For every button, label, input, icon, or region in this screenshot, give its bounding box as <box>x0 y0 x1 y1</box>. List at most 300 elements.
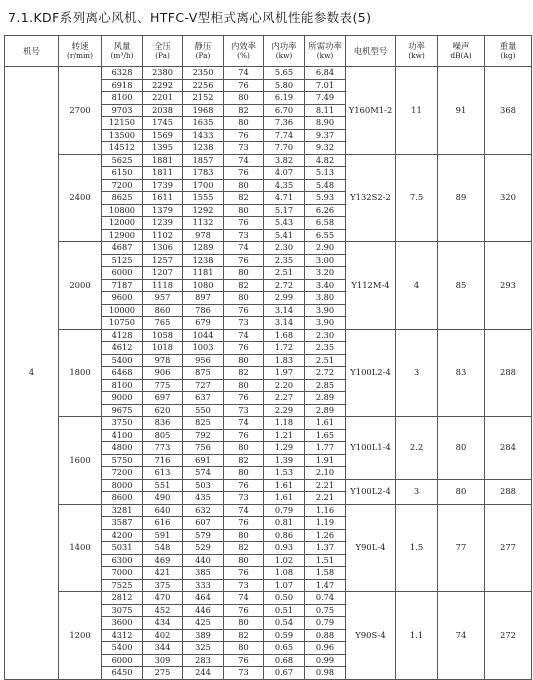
static-pressure-cell: 1132 <box>183 217 224 230</box>
header-row <box>5 36 532 67</box>
column-header <box>346 36 396 67</box>
total-pressure-cell: 2201 <box>143 92 183 105</box>
static-pressure-cell: 825 <box>183 417 224 430</box>
internal-efficiency-cell: 76 <box>224 654 264 667</box>
column-header <box>102 36 143 67</box>
column-header <box>224 36 264 67</box>
weight-cell: 288 <box>485 479 532 504</box>
static-pressure-cell: 1238 <box>183 142 224 155</box>
noise-cell: 80 <box>438 479 485 504</box>
internal-power-cell: 4.35 <box>264 179 305 192</box>
required-power-cell: 2.72 <box>305 367 346 380</box>
weight-cell: 288 <box>485 329 532 417</box>
required-power-cell: 0.75 <box>305 604 346 617</box>
airflow-cell: 3281 <box>102 504 143 517</box>
total-pressure-cell: 1395 <box>143 142 183 155</box>
required-power-cell: 0.74 <box>305 592 346 605</box>
internal-efficiency-cell: 76 <box>224 479 264 492</box>
table-row <box>5 242 532 255</box>
internal-power-cell: 3.82 <box>264 154 305 167</box>
internal-efficiency-cell: 82 <box>224 454 264 467</box>
noise-cell: 77 <box>438 504 485 592</box>
static-pressure-cell: 2350 <box>183 67 224 80</box>
internal-efficiency-cell: 76 <box>224 392 264 405</box>
total-pressure-cell: 551 <box>143 479 183 492</box>
static-pressure-cell: 464 <box>183 592 224 605</box>
internal-efficiency-cell: 74 <box>224 417 264 430</box>
internal-efficiency-cell: 73 <box>224 142 264 155</box>
internal-efficiency-cell: 74 <box>224 329 264 342</box>
motor-power-cell: 3 <box>396 479 438 504</box>
column-header-unit: (kg) <box>500 51 516 60</box>
required-power-cell: 1.91 <box>305 454 346 467</box>
column-header-name: 所需功率 <box>308 41 342 51</box>
static-pressure-cell: 2152 <box>183 92 224 105</box>
column-header-name: 功率 <box>408 41 425 51</box>
total-pressure-cell: 1207 <box>143 267 183 280</box>
motor-model-cell: Y90L-4 <box>346 504 396 592</box>
airflow-cell: 7200 <box>102 179 143 192</box>
motor-model-cell: Y100L1-4 <box>346 417 396 480</box>
static-pressure-cell: 1181 <box>183 267 224 280</box>
internal-efficiency-cell: 73 <box>224 667 264 680</box>
airflow-cell: 10000 <box>102 304 143 317</box>
internal-efficiency-cell: 80 <box>224 467 264 480</box>
airflow-cell: 6450 <box>102 667 143 680</box>
static-pressure-cell: 389 <box>183 629 224 642</box>
static-pressure-cell: 446 <box>183 604 224 617</box>
total-pressure-cell: 309 <box>143 654 183 667</box>
airflow-cell: 10750 <box>102 317 143 330</box>
internal-efficiency-cell: 74 <box>224 242 264 255</box>
internal-power-cell: 1.08 <box>264 567 305 580</box>
static-pressure-cell: 1635 <box>183 117 224 130</box>
airflow-cell: 13500 <box>102 129 143 142</box>
total-pressure-cell: 275 <box>143 667 183 680</box>
required-power-cell: 0.99 <box>305 654 346 667</box>
internal-power-cell: 6.70 <box>264 104 305 117</box>
weight-cell: 277 <box>485 504 532 592</box>
internal-efficiency-cell: 73 <box>224 404 264 417</box>
required-power-cell: 1.65 <box>305 429 346 442</box>
airflow-cell: 9600 <box>102 292 143 305</box>
airflow-cell: 3587 <box>102 517 143 530</box>
required-power-cell: 9.32 <box>305 142 346 155</box>
airflow-cell: 7525 <box>102 579 143 592</box>
noise-cell: 83 <box>438 329 485 417</box>
airflow-cell: 3600 <box>102 617 143 630</box>
required-power-cell: 1.16 <box>305 504 346 517</box>
airflow-cell: 4687 <box>102 242 143 255</box>
internal-efficiency-cell: 73 <box>224 579 264 592</box>
static-pressure-cell: 2256 <box>183 79 224 92</box>
internal-efficiency-cell: 80 <box>224 442 264 455</box>
internal-power-cell: 5.41 <box>264 229 305 242</box>
internal-power-cell: 0.50 <box>264 592 305 605</box>
column-header <box>143 36 183 67</box>
total-pressure-cell: 2038 <box>143 104 183 117</box>
total-pressure-cell: 716 <box>143 454 183 467</box>
total-pressure-cell: 805 <box>143 429 183 442</box>
static-pressure-cell: 1292 <box>183 204 224 217</box>
airflow-cell: 4800 <box>102 442 143 455</box>
total-pressure-cell: 836 <box>143 417 183 430</box>
total-pressure-cell: 860 <box>143 304 183 317</box>
airflow-cell: 4128 <box>102 329 143 342</box>
required-power-cell: 2.21 <box>305 479 346 492</box>
required-power-cell: 1.19 <box>305 517 346 530</box>
weight-cell: 293 <box>485 242 532 330</box>
required-power-cell: 3.80 <box>305 292 346 305</box>
internal-power-cell: 7.74 <box>264 129 305 142</box>
required-power-cell: 3.90 <box>305 304 346 317</box>
airflow-cell: 4100 <box>102 429 143 442</box>
internal-power-cell: 1.18 <box>264 417 305 430</box>
airflow-cell: 9703 <box>102 104 143 117</box>
column-header-unit: (m³/h) <box>110 51 134 60</box>
required-power-cell: 7.49 <box>305 92 346 105</box>
total-pressure-cell: 344 <box>143 642 183 655</box>
motor-model-cell: Y90S-4 <box>346 592 396 680</box>
performance-table <box>4 35 532 680</box>
airflow-cell: 12150 <box>102 117 143 130</box>
noise-cell: 89 <box>438 154 485 242</box>
static-pressure-cell: 1238 <box>183 254 224 267</box>
internal-efficiency-cell: 80 <box>224 554 264 567</box>
airflow-cell: 6300 <box>102 554 143 567</box>
internal-power-cell: 0.93 <box>264 542 305 555</box>
internal-power-cell: 5.43 <box>264 217 305 230</box>
total-pressure-cell: 548 <box>143 542 183 555</box>
static-pressure-cell: 607 <box>183 517 224 530</box>
airflow-cell: 6150 <box>102 167 143 180</box>
weight-cell: 272 <box>485 592 532 680</box>
internal-power-cell: 5.65 <box>264 67 305 80</box>
internal-power-cell: 0.59 <box>264 629 305 642</box>
required-power-cell: 4.82 <box>305 154 346 167</box>
motor-power-cell: 2.2 <box>396 417 438 480</box>
airflow-cell: 5125 <box>102 254 143 267</box>
required-power-cell: 0.96 <box>305 642 346 655</box>
internal-power-cell: 2.29 <box>264 404 305 417</box>
airflow-cell: 2812 <box>102 592 143 605</box>
internal-power-cell: 2.35 <box>264 254 305 267</box>
total-pressure-cell: 421 <box>143 567 183 580</box>
total-pressure-cell: 906 <box>143 367 183 380</box>
internal-power-cell: 3.14 <box>264 304 305 317</box>
required-power-cell: 3.00 <box>305 254 346 267</box>
airflow-cell: 8000 <box>102 479 143 492</box>
static-pressure-cell: 1044 <box>183 329 224 342</box>
required-power-cell: 1.26 <box>305 529 346 542</box>
internal-efficiency-cell: 80 <box>224 529 264 542</box>
internal-efficiency-cell: 82 <box>224 192 264 205</box>
internal-power-cell: 2.72 <box>264 279 305 292</box>
required-power-cell: 0.88 <box>305 629 346 642</box>
internal-power-cell: 1.53 <box>264 467 305 480</box>
required-power-cell: 2.90 <box>305 242 346 255</box>
airflow-cell: 7187 <box>102 279 143 292</box>
required-power-cell: 2.85 <box>305 379 346 392</box>
total-pressure-cell: 490 <box>143 492 183 505</box>
internal-efficiency-cell: 73 <box>224 492 264 505</box>
airflow-cell: 14512 <box>102 142 143 155</box>
motor-power-cell: 11 <box>396 67 438 155</box>
speed-cell: 2700 <box>59 67 102 155</box>
airflow-cell: 8625 <box>102 192 143 205</box>
motor-power-cell: 3 <box>396 329 438 417</box>
internal-efficiency-cell: 76 <box>224 604 264 617</box>
noise-cell: 91 <box>438 67 485 155</box>
total-pressure-cell: 469 <box>143 554 183 567</box>
static-pressure-cell: 425 <box>183 617 224 630</box>
static-pressure-cell: 756 <box>183 442 224 455</box>
column-header-unit: (r/min) <box>67 51 93 60</box>
internal-power-cell: 7.70 <box>264 142 305 155</box>
internal-power-cell: 3.14 <box>264 317 305 330</box>
table-body <box>5 67 532 680</box>
internal-power-cell: 1.02 <box>264 554 305 567</box>
column-header-unit: (kw) <box>408 51 425 60</box>
airflow-cell: 3750 <box>102 417 143 430</box>
table-row <box>5 417 532 430</box>
column-header-unit: (kw) <box>316 51 334 60</box>
static-pressure-cell: 792 <box>183 429 224 442</box>
airflow-cell: 9000 <box>102 392 143 405</box>
required-power-cell: 6.84 <box>305 67 346 80</box>
total-pressure-cell: 375 <box>143 579 183 592</box>
speed-cell: 1200 <box>59 592 102 680</box>
internal-power-cell: 2.27 <box>264 392 305 405</box>
internal-power-cell: 2.20 <box>264 379 305 392</box>
column-header <box>183 36 224 67</box>
internal-power-cell: 1.97 <box>264 367 305 380</box>
airflow-cell: 6000 <box>102 267 143 280</box>
required-power-cell: 5.13 <box>305 167 346 180</box>
required-power-cell: 0.98 <box>305 667 346 680</box>
airflow-cell: 8600 <box>102 492 143 505</box>
internal-efficiency-cell: 82 <box>224 104 264 117</box>
total-pressure-cell: 775 <box>143 379 183 392</box>
static-pressure-cell: 632 <box>183 504 224 517</box>
column-header <box>396 36 438 67</box>
total-pressure-cell: 470 <box>143 592 183 605</box>
airflow-cell: 4200 <box>102 529 143 542</box>
required-power-cell: 2.35 <box>305 342 346 355</box>
total-pressure-cell: 1739 <box>143 179 183 192</box>
required-power-cell: 3.90 <box>305 317 346 330</box>
required-power-cell: 6.58 <box>305 217 346 230</box>
static-pressure-cell: 1783 <box>183 167 224 180</box>
internal-power-cell: 1.07 <box>264 579 305 592</box>
static-pressure-cell: 333 <box>183 579 224 592</box>
speed-cell: 2400 <box>59 154 102 242</box>
required-power-cell: 8.90 <box>305 117 346 130</box>
internal-efficiency-cell: 76 <box>224 254 264 267</box>
motor-model-cell: Y100L2-4 <box>346 479 396 504</box>
static-pressure-cell: 574 <box>183 467 224 480</box>
static-pressure-cell: 679 <box>183 317 224 330</box>
internal-efficiency-cell: 82 <box>224 542 264 555</box>
static-pressure-cell: 385 <box>183 567 224 580</box>
column-header <box>5 36 59 67</box>
motor-power-cell: 1.1 <box>396 592 438 680</box>
table-row <box>5 504 532 517</box>
internal-efficiency-cell: 80 <box>224 642 264 655</box>
static-pressure-cell: 1968 <box>183 104 224 117</box>
required-power-cell: 2.89 <box>305 404 346 417</box>
column-header <box>485 36 532 67</box>
internal-power-cell: 4.71 <box>264 192 305 205</box>
static-pressure-cell: 727 <box>183 379 224 392</box>
internal-efficiency-cell: 80 <box>224 354 264 367</box>
required-power-cell: 9.37 <box>305 129 346 142</box>
static-pressure-cell: 440 <box>183 554 224 567</box>
static-pressure-cell: 435 <box>183 492 224 505</box>
airflow-cell: 4612 <box>102 342 143 355</box>
noise-cell: 85 <box>438 242 485 330</box>
total-pressure-cell: 697 <box>143 392 183 405</box>
column-header-unit: dB(A) <box>450 51 472 60</box>
column-header-name: 静压 <box>194 41 212 51</box>
column-header-name: 全压 <box>154 41 171 51</box>
airflow-cell: 10800 <box>102 204 143 217</box>
motor-model-cell: Y132S2-2 <box>346 154 396 242</box>
static-pressure-cell: 1555 <box>183 192 224 205</box>
table-row <box>5 329 532 342</box>
internal-efficiency-cell: 82 <box>224 629 264 642</box>
internal-efficiency-cell: 80 <box>224 92 264 105</box>
airflow-cell: 9675 <box>102 404 143 417</box>
weight-cell: 368 <box>485 67 532 155</box>
internal-power-cell: 1.21 <box>264 429 305 442</box>
total-pressure-cell: 1018 <box>143 342 183 355</box>
airflow-cell: 6918 <box>102 79 143 92</box>
airflow-cell: 3075 <box>102 604 143 617</box>
column-header-name: 重量 <box>499 41 517 51</box>
internal-power-cell: 1.61 <box>264 492 305 505</box>
internal-power-cell: 0.79 <box>264 504 305 517</box>
table-row <box>5 154 532 167</box>
page-title: 7.1.KDF系列离心风机、HTFC-V型柜式离心风机性能参数表(5) <box>8 10 372 25</box>
column-header <box>264 36 305 67</box>
column-header-unit: (%) <box>237 51 250 60</box>
static-pressure-cell: 978 <box>183 229 224 242</box>
airflow-cell: 7000 <box>102 567 143 580</box>
static-pressure-cell: 956 <box>183 354 224 367</box>
internal-power-cell: 0.51 <box>264 604 305 617</box>
total-pressure-cell: 640 <box>143 504 183 517</box>
static-pressure-cell: 529 <box>183 542 224 555</box>
column-header-name: 机号 <box>23 46 40 56</box>
internal-power-cell: 0.54 <box>264 617 305 630</box>
column-header <box>438 36 485 67</box>
internal-power-cell: 6.19 <box>264 92 305 105</box>
required-power-cell: 2.89 <box>305 392 346 405</box>
internal-power-cell: 5.80 <box>264 79 305 92</box>
table-row <box>5 592 532 605</box>
static-pressure-cell: 283 <box>183 654 224 667</box>
static-pressure-cell: 691 <box>183 454 224 467</box>
motor-power-cell: 4 <box>396 242 438 330</box>
airflow-cell: 5031 <box>102 542 143 555</box>
noise-cell: 80 <box>438 417 485 480</box>
internal-efficiency-cell: 80 <box>224 117 264 130</box>
static-pressure-cell: 1433 <box>183 129 224 142</box>
column-header-name: 风量 <box>113 41 131 51</box>
required-power-cell: 2.30 <box>305 329 346 342</box>
internal-efficiency-cell: 76 <box>224 167 264 180</box>
static-pressure-cell: 1857 <box>183 154 224 167</box>
total-pressure-cell: 1379 <box>143 204 183 217</box>
internal-power-cell: 1.61 <box>264 479 305 492</box>
internal-power-cell: 0.81 <box>264 517 305 530</box>
total-pressure-cell: 1102 <box>143 229 183 242</box>
required-power-cell: 2.21 <box>305 492 346 505</box>
internal-efficiency-cell: 76 <box>224 342 264 355</box>
required-power-cell: 1.58 <box>305 567 346 580</box>
speed-cell: 2000 <box>59 242 102 330</box>
noise-cell: 74 <box>438 592 485 680</box>
internal-power-cell: 1.83 <box>264 354 305 367</box>
column-header-name: 电机型号 <box>353 46 388 56</box>
internal-efficiency-cell: 76 <box>224 304 264 317</box>
internal-power-cell: 7.36 <box>264 117 305 130</box>
column-header-unit: (Pa) <box>155 51 170 60</box>
internal-power-cell: 4.07 <box>264 167 305 180</box>
static-pressure-cell: 875 <box>183 367 224 380</box>
total-pressure-cell: 452 <box>143 604 183 617</box>
internal-efficiency-cell: 82 <box>224 279 264 292</box>
airflow-cell: 5400 <box>102 354 143 367</box>
internal-efficiency-cell: 74 <box>224 154 264 167</box>
internal-power-cell: 0.68 <box>264 654 305 667</box>
required-power-cell: 2.10 <box>305 467 346 480</box>
internal-efficiency-cell: 76 <box>224 129 264 142</box>
airflow-cell: 5400 <box>102 642 143 655</box>
column-header-name: 转速 <box>71 41 89 51</box>
static-pressure-cell: 503 <box>183 479 224 492</box>
total-pressure-cell: 957 <box>143 292 183 305</box>
required-power-cell: 2.51 <box>305 354 346 367</box>
total-pressure-cell: 1611 <box>143 192 183 205</box>
column-header-unit: (kw) <box>275 51 293 60</box>
airflow-cell: 4312 <box>102 629 143 642</box>
internal-efficiency-cell: 73 <box>224 317 264 330</box>
total-pressure-cell: 1881 <box>143 154 183 167</box>
required-power-cell: 1.61 <box>305 417 346 430</box>
required-power-cell: 0.79 <box>305 617 346 630</box>
weight-cell: 284 <box>485 417 532 480</box>
internal-power-cell: 0.67 <box>264 667 305 680</box>
internal-efficiency-cell: 80 <box>224 179 264 192</box>
required-power-cell: 1.51 <box>305 554 346 567</box>
internal-efficiency-cell: 80 <box>224 379 264 392</box>
motor-power-cell: 1.5 <box>396 504 438 592</box>
column-header-name: 内效率 <box>230 41 257 51</box>
internal-efficiency-cell: 80 <box>224 292 264 305</box>
internal-efficiency-cell: 80 <box>224 204 264 217</box>
internal-efficiency-cell: 80 <box>224 267 264 280</box>
internal-efficiency-cell: 76 <box>224 517 264 530</box>
required-power-cell: 8.11 <box>305 104 346 117</box>
speed-cell: 1400 <box>59 504 102 592</box>
static-pressure-cell: 1080 <box>183 279 224 292</box>
column-header-unit: (Pa) <box>195 51 211 60</box>
internal-power-cell: 2.30 <box>264 242 305 255</box>
airflow-cell: 5750 <box>102 454 143 467</box>
internal-power-cell: 0.65 <box>264 642 305 655</box>
